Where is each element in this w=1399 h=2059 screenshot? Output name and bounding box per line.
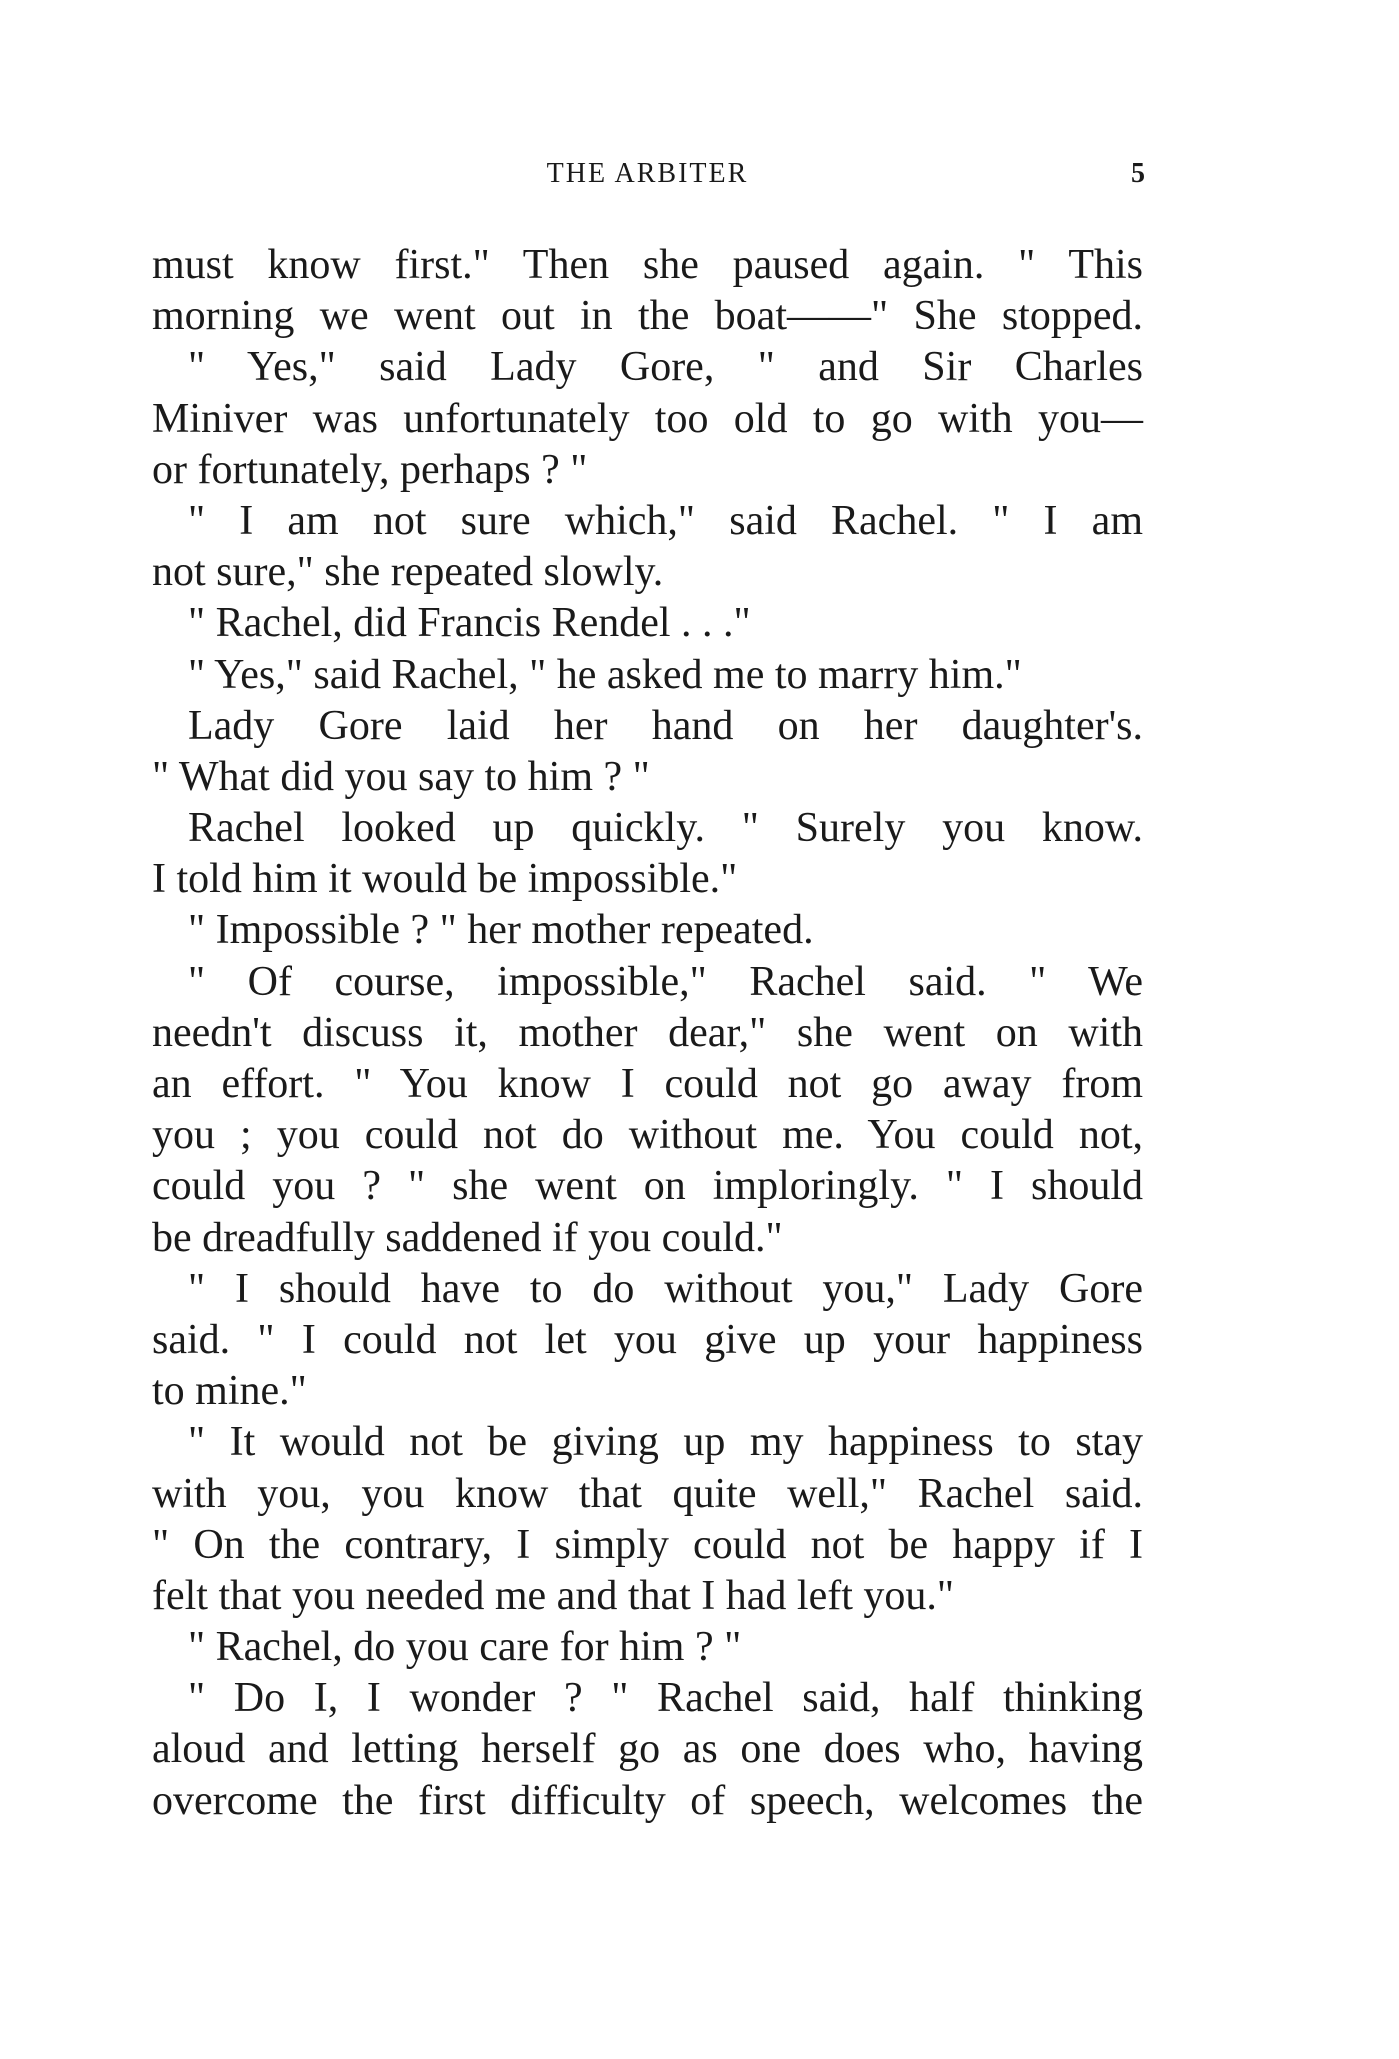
text-line: " What did you say to him ? " [152,753,650,800]
text-line: not sure," she repeated slowly. [152,549,664,596]
running-head [150,158,1145,198]
text-line: or fortunately, perhaps ? " [152,446,588,493]
text-line: be dreadfully saddened if you could." [152,1214,783,1261]
text-line: " Yes," said Lady Gore, " and Sir Charles [188,344,1143,391]
text-line: felt that you needed me and that I had left you." [152,1572,955,1619]
text-line: " Do I, I wonder ? " Rachel said, half thinking [188,1675,1143,1722]
text-line: to mine." [152,1368,307,1415]
text-line: with you, you know that quite well," Rachel said. [152,1470,1143,1517]
text-line: " Yes," said Rachel, " he asked me to marry him." [188,651,1022,698]
text-line: " Of course, impossible," Rachel said. " We [188,958,1143,1005]
text-line: " Rachel, did Francis Rendel . . ." [188,600,751,647]
text-line: aloud and letting herself go as one does who, having [152,1726,1143,1773]
text-line: " Impossible ? " her mother repeated. [188,907,814,954]
text-line: you ; you could not do without me. You could not, [152,1112,1143,1159]
running-title: THE ARBITER [546,158,749,189]
text-line: Rachel looked up quickly. " Surely you know. [188,805,1143,852]
text-line: an effort. " You know I could not go away from [152,1061,1143,1107]
text-line: " Rachel, do you care for him ? " [188,1624,742,1671]
body-text [152,240,1143,1827]
text-line: I told him it would be impossible." [152,856,738,903]
text-line: must know first." Then she paused again. " This [152,242,1143,288]
text-line: morning we went out in the boat——" She stopped. [152,293,1143,340]
text-line: overcome the first difficulty of speech, welcomes the [152,1777,1143,1824]
text-line: " On the contrary, I simply could not be happy if I [152,1521,1143,1568]
text-line: Lady Gore laid her hand on her daughter's. [188,702,1143,749]
text-line: could you ? " she went on imploringly. " I should [152,1163,1143,1210]
text-line: " It would not be giving up my happiness to stay [188,1419,1143,1466]
page-number: 5 [1131,158,1145,189]
text-line: Miniver was unfortunately too old to go with you— [152,395,1143,442]
text-line: " I should have to do without you," Lady Gore [188,1265,1143,1312]
text-line: needn't discuss it, mother dear," she went on with [152,1009,1143,1056]
text-line: said. " I could not let you give up your happiness [152,1316,1143,1363]
text-line: " I am not sure which," said Rachel. " I am [188,497,1143,544]
